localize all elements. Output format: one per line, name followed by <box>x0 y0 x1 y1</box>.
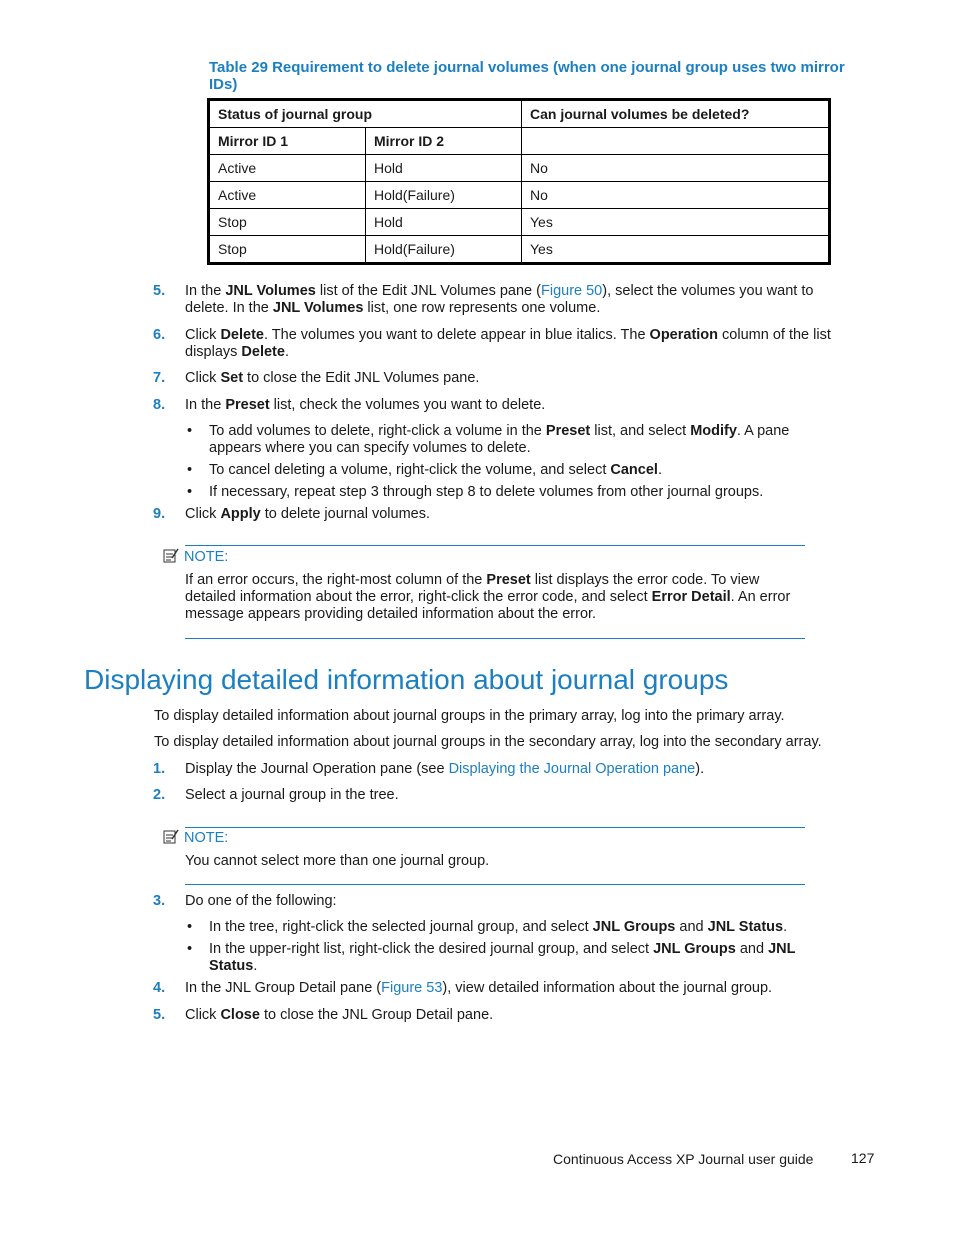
table-cell: Stop <box>209 209 366 236</box>
note-heading <box>163 548 228 565</box>
table-cell: Hold <box>366 209 522 236</box>
note-top-rule <box>185 545 805 546</box>
note-label: NOTE: <box>184 549 229 565</box>
note-label: NOTE: <box>184 830 229 846</box>
section-title: Displaying detailed information about journal groups <box>84 664 729 695</box>
header-mirror-id-2: Mirror ID 2 <box>366 128 522 155</box>
step-number: 4. <box>153 980 166 996</box>
bullet-item: • In the tree, right-click the selected journal group, and select JNL Groups and JNL Status. <box>187 919 827 936</box>
note-heading <box>163 829 228 846</box>
step-text: Click Close to close the JNL Group Detail pane. <box>185 1007 494 1023</box>
table-row <box>209 155 830 182</box>
step-text: In the JNL Group Detail pane (Figure 53), view detailed information about the journal group. <box>185 980 773 996</box>
table-cell: Hold <box>366 155 522 182</box>
step-text: In the Preset list, check the volumes you want to delete. <box>185 397 546 413</box>
footer-title: Continuous Access XP Journal user guide <box>553 1151 814 1167</box>
step-9 <box>153 506 843 523</box>
step-text: In the JNL Volumes list of the Edit JNL Volumes pane (Figure 50), select the volumes you want to delete. In the JNL Volumes list, one row represents one volume. <box>185 283 814 316</box>
table-row <box>209 236 830 264</box>
header-can-delete: Can journal volumes be deleted? <box>522 100 830 128</box>
bullet-item: • To add volumes to delete, right-click a volume in the Preset list, and select Modify. A pane appears where you can specify volumes to delete. <box>187 423 827 457</box>
bullet-text: In the upper-right list, right-click the desired journal group, and select JNL Groups and JNL Status. <box>209 941 796 974</box>
step-text: Click Apply to delete journal volumes. <box>185 506 430 522</box>
step-number: 2. <box>153 787 166 803</box>
table-caption: Table 29 Requirement to delete journal volumes (when one journal group uses two mirror IDs) <box>209 59 845 93</box>
bullet-text: If necessary, repeat step 3 through step 8 to delete volumes from other journal groups. <box>209 484 764 500</box>
note-icon <box>163 548 180 563</box>
step-number: 5. <box>153 1007 166 1023</box>
requirement-table <box>207 98 831 265</box>
header-empty-cell <box>522 128 830 155</box>
figure-53-link[interactable]: Figure 53 <box>381 980 443 996</box>
step-4 <box>153 980 843 997</box>
table-header-row <box>209 100 830 128</box>
bullet-text: In the tree, right-click the selected journal group, and select JNL Groups and JNL Status. <box>209 919 788 935</box>
step-3 <box>153 893 843 910</box>
table-cell: Stop <box>209 236 366 264</box>
table-row <box>209 182 830 209</box>
paragraph: To display detailed information about journal groups in the primary array, log into the primary array. <box>154 708 785 724</box>
header-status: Status of journal group <box>209 100 522 128</box>
table-cell: Yes <box>522 209 830 236</box>
note-bottom-rule <box>185 884 805 885</box>
figure-50-link[interactable]: Figure 50 <box>540 283 603 299</box>
table-cell: Hold(Failure) <box>366 182 522 209</box>
step-number: 6. <box>153 327 166 343</box>
step-number: 3. <box>153 893 166 909</box>
step-5b <box>153 1007 843 1024</box>
step-text: Click Delete. The volumes you want to delete appear in blue italics. The Operation column of the list displays Delete. <box>185 327 831 360</box>
step-number: 9. <box>153 506 166 522</box>
header-mirror-id-1: Mirror ID 1 <box>209 128 366 155</box>
step-2 <box>153 787 843 804</box>
note-top-rule <box>185 827 805 828</box>
bullet-text: To add volumes to delete, right-click a volume in the Preset list, and select Modify. A pane appears where you can specify volumes to delete. <box>209 423 790 456</box>
step-number: 7. <box>153 370 166 386</box>
table-cell: Active <box>209 155 366 182</box>
step-text: Do one of the following: <box>185 893 337 909</box>
table-cell: Active <box>209 182 366 209</box>
note-body: If an error occurs, the right-most column of the Preset list displays the error code. To view detailed information about the error, right-click the error code, and select Error Detail. An error message appears providing detailed information about the error. <box>185 572 791 622</box>
table-row <box>209 209 830 236</box>
page-number: 127 <box>851 1150 875 1166</box>
step-text: Select a journal group in the tree. <box>185 787 399 803</box>
bullet-item: • In the upper-right list, right-click the desired journal group, and select JNL Groups and JNL Status. <box>187 941 827 975</box>
journal-operation-pane-link[interactable]: Displaying the Journal Operation pane <box>448 761 696 777</box>
step-7 <box>153 370 843 387</box>
step-number: 1. <box>153 761 166 777</box>
step-5 <box>153 283 843 317</box>
step-number: 5. <box>153 283 166 299</box>
note-body: You cannot select more than one journal group. <box>185 853 490 869</box>
note-bottom-rule <box>185 638 805 639</box>
step-1 <box>153 761 843 778</box>
table-subheader-row <box>209 128 830 155</box>
table-cell: No <box>522 182 830 209</box>
table-cell: Yes <box>522 236 830 264</box>
step-number: 8. <box>153 397 166 413</box>
bullet-item: • If necessary, repeat step 3 through step 8 to delete volumes from other journal groups. <box>187 484 827 501</box>
table-cell: No <box>522 155 830 182</box>
table-cell: Hold(Failure) <box>366 236 522 264</box>
step-text: Click Set to close the Edit JNL Volumes pane. <box>185 370 480 386</box>
paragraph: To display detailed information about journal groups in the secondary array, log into the secondary array. <box>154 734 822 750</box>
note-icon <box>163 829 180 844</box>
bullet-text: To cancel deleting a volume, right-click the volume, and select Cancel. <box>209 462 662 478</box>
step-text: Display the Journal Operation pane (see Displaying the Journal Operation pane). <box>185 761 705 777</box>
step-8 <box>153 397 843 414</box>
step-6 <box>153 327 843 361</box>
bullet-item: • To cancel deleting a volume, right-click the volume, and select Cancel. <box>187 462 827 479</box>
